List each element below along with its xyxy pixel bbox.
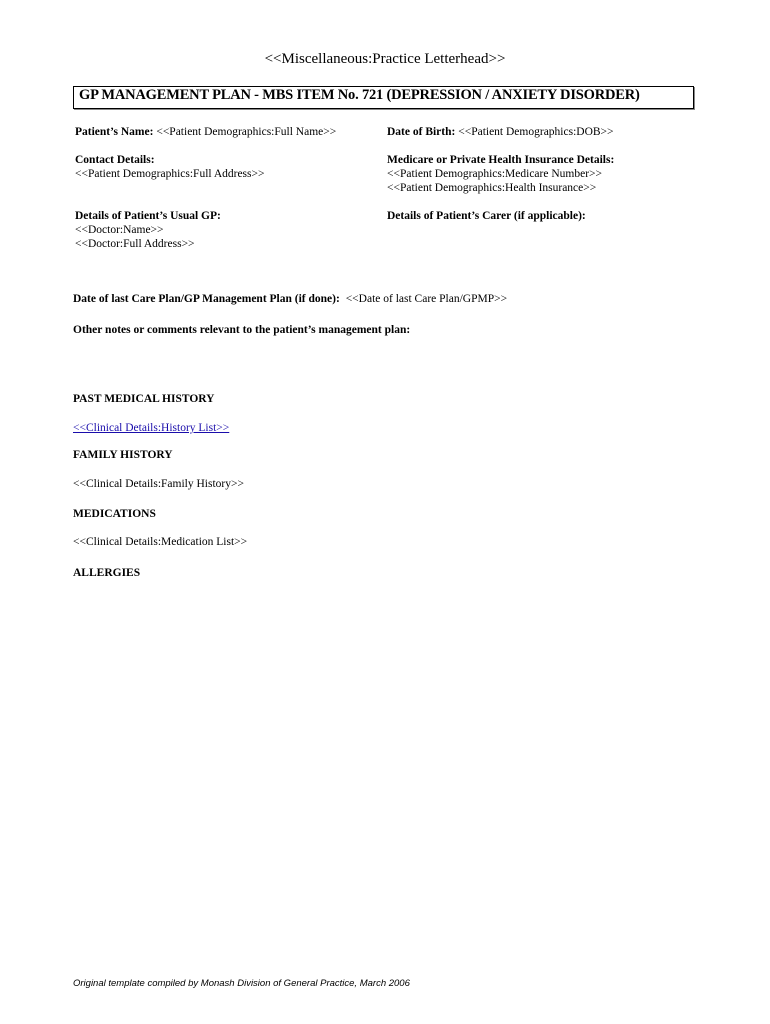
family-history-heading: FAMILY HISTORY [73,449,173,461]
practice-letterhead: <<Miscellaneous:Practice Letterhead>> [264,51,506,67]
dob-row [387,125,614,139]
contact-label: Contact Details: [75,154,155,166]
medication-list-value: <<Clinical Details:Medication List>> [73,536,248,548]
last-care-plan-label: Date of last Care Plan/GP Management Plan (if done): [73,293,340,305]
medications-heading: MEDICATIONS [73,508,156,520]
doctor-address-value: <<Doctor:Full Address>> [75,238,195,250]
last-care-plan-row [73,292,507,306]
medicare-number-value: <<Patient Demographics:Medicare Number>> [387,168,602,180]
document-title: GP MANAGEMENT PLAN - MBS ITEM No. 721 (DEPRESSION / ANXIETY DISORDER) [79,87,640,103]
insurance-label: Medicare or Private Health Insurance Details: [387,154,615,166]
footer-note: Original template compiled by Monash Division of General Practice, March 2006 [73,978,410,989]
carer-label: Details of Patient’s Carer (if applicable): [387,210,586,222]
patient-name-row [75,125,336,139]
past-medical-history-heading: PAST MEDICAL HISTORY [73,393,215,405]
other-notes-label: Other notes or comments relevant to the patient’s management plan: [73,324,411,336]
usual-gp-label: Details of Patient’s Usual GP: [75,210,221,222]
dob-value: <<Patient Demographics:DOB>> [458,126,614,138]
contact-value: <<Patient Demographics:Full Address>> [75,168,265,180]
history-list-link[interactable]: <<Clinical Details:History List>> [73,422,230,434]
patient-name-label: Patient’s Name: [75,126,154,138]
dob-label: Date of Birth: [387,126,456,138]
family-history-value: <<Clinical Details:Family History>> [73,478,244,490]
patient-name-value: <<Patient Demographics:Full Name>> [156,126,337,138]
last-care-plan-value: <<Date of last Care Plan/GPMP>> [345,293,508,305]
health-insurance-value: <<Patient Demographics:Health Insurance>> [387,182,597,194]
doctor-name-value: <<Doctor:Name>> [75,224,164,236]
allergies-heading: ALLERGIES [73,567,141,579]
